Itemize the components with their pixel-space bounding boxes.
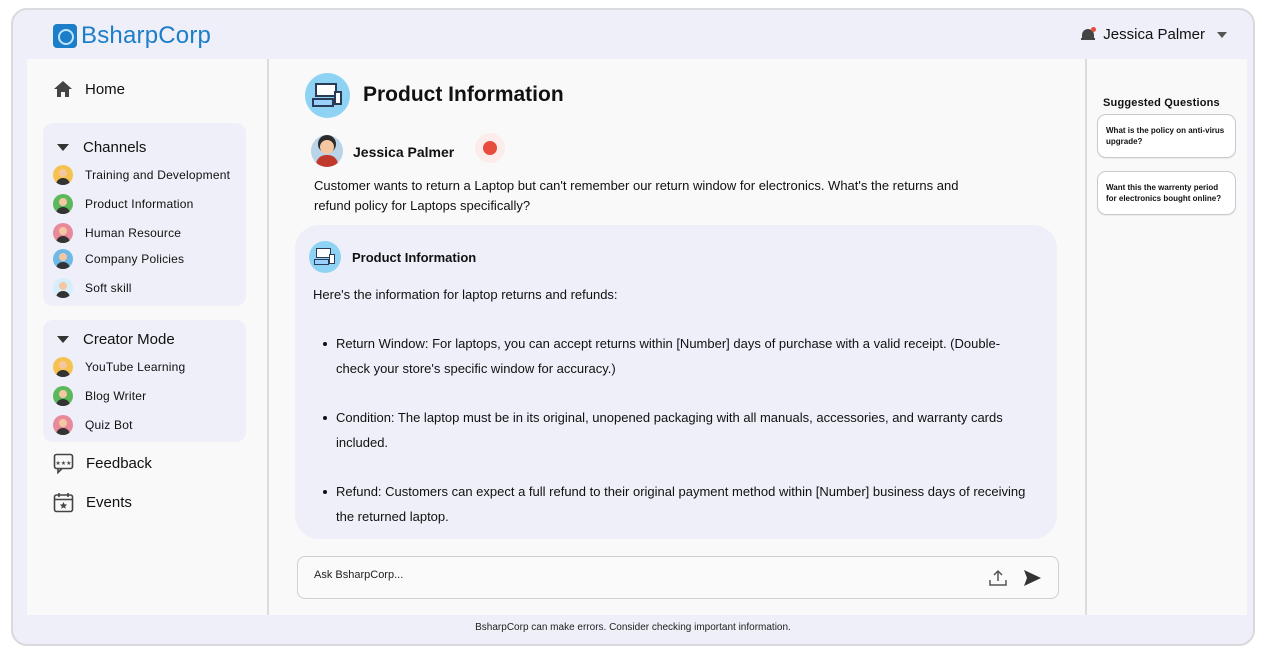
sidebar-item-label: Home xyxy=(85,80,126,98)
caret-down-icon xyxy=(57,336,69,343)
creator-mode-toggle[interactable] xyxy=(57,331,175,348)
answer-list xyxy=(313,331,1033,553)
avatar xyxy=(53,386,73,406)
disclaimer: BsharpCorp can make errors. Consider checking important information. xyxy=(475,622,791,633)
avatar xyxy=(53,249,73,269)
creator-mode-group xyxy=(43,320,246,442)
caret-down-icon xyxy=(57,144,69,151)
ask-input[interactable] xyxy=(314,569,954,581)
suggested-questions-panel xyxy=(1087,59,1247,615)
computer-devices-icon xyxy=(305,73,350,118)
sidebar-item-label: Company Policies xyxy=(85,252,185,266)
channels-title: Channels xyxy=(83,139,147,156)
avatar xyxy=(53,223,73,243)
user-menu[interactable] xyxy=(1081,26,1227,43)
logo-text: BsharpCorp xyxy=(81,22,212,49)
suggested-questions-title: Suggested Questions xyxy=(1103,97,1220,109)
sidebar-item-youtube-learning[interactable] xyxy=(53,357,185,377)
avatar xyxy=(53,415,73,435)
suggested-question-card[interactable]: What is the policy on anti-virus upgrade? xyxy=(1097,114,1236,158)
list-item: Refund: Customers can expect a full refund to their original payment method within [Number] business days of receiving the returned laptop. xyxy=(313,479,1033,529)
sidebar-item-company-policies[interactable] xyxy=(53,249,184,269)
sidebar-item-label: Quiz Bot xyxy=(85,418,133,432)
avatar xyxy=(53,357,73,377)
sidebar xyxy=(27,59,267,615)
channels-toggle[interactable] xyxy=(57,139,146,156)
sidebar-item-human-resource[interactable] xyxy=(53,223,181,243)
sidebar-item-product-information[interactable] xyxy=(53,194,194,214)
sidebar-item-label: Human Resource xyxy=(85,226,182,240)
avatar xyxy=(53,165,73,185)
list-item: Return Window: For laptops, you can accept returns within [Number] days of purchase with a valid receipt. (Double-check your store's specific window for accuracy.) xyxy=(313,331,1033,381)
recording-indicator-icon[interactable] xyxy=(475,133,505,163)
sidebar-item-label: Feedback xyxy=(86,455,152,472)
answer-card xyxy=(295,225,1057,539)
creator-mode-title: Creator Mode xyxy=(83,331,175,348)
sidebar-item-label: Events xyxy=(86,494,132,511)
sidebar-item-label: Blog Writer xyxy=(85,389,147,403)
sidebar-item-label: YouTube Learning xyxy=(85,360,186,374)
page-title: Product Information xyxy=(363,83,564,106)
avatar xyxy=(53,278,73,298)
question-author: Jessica Palmer xyxy=(353,144,455,160)
answer-bot-name: Product Information xyxy=(352,250,477,265)
sidebar-item-feedback[interactable] xyxy=(53,453,152,474)
chat-panel xyxy=(269,59,1085,615)
sidebar-item-events[interactable] xyxy=(53,492,132,513)
logo[interactable] xyxy=(53,22,211,50)
top-bar xyxy=(13,10,1253,58)
feedback-icon xyxy=(53,453,74,474)
home-icon xyxy=(53,79,73,99)
svg-text:★★★: ★★★ xyxy=(55,460,72,467)
brain-logo-icon xyxy=(53,24,77,48)
ask-bar xyxy=(297,556,1059,599)
send-icon[interactable] xyxy=(1022,568,1042,588)
list-item: Condition: The laptop must be in its original, unopened packaging with all manuals, accessories, and warranty cards included. xyxy=(313,405,1033,455)
calendar-star-icon xyxy=(53,492,74,513)
sidebar-item-training[interactable] xyxy=(53,165,230,185)
sidebar-item-label: Product Information xyxy=(85,197,194,211)
suggested-question-card[interactable]: Want this the warrenty period for electronics bought online? xyxy=(1097,171,1236,215)
sidebar-item-soft-skill[interactable] xyxy=(53,278,132,298)
avatar xyxy=(53,194,73,214)
channels-group xyxy=(43,123,246,306)
answer-intro: Here's the information for laptop returns and refunds: xyxy=(313,287,618,302)
upload-icon[interactable] xyxy=(988,568,1008,588)
sidebar-item-label: Soft skill xyxy=(85,281,132,295)
user-name: Jessica Palmer xyxy=(1103,26,1205,43)
sidebar-item-quiz-bot[interactable] xyxy=(53,415,133,435)
chevron-down-icon[interactable] xyxy=(1217,32,1227,38)
sidebar-item-home[interactable] xyxy=(53,79,125,99)
bell-icon[interactable] xyxy=(1081,27,1095,42)
sidebar-item-label: Training and Development xyxy=(85,168,231,182)
computer-devices-icon xyxy=(309,241,341,273)
avatar xyxy=(311,135,343,167)
sidebar-item-blog-writer[interactable] xyxy=(53,386,146,406)
app-window xyxy=(11,8,1255,646)
question-text: Customer wants to return a Laptop but can't remember our return window for electronics. What's the returns and refund policy for Laptops specifically? xyxy=(314,178,959,213)
